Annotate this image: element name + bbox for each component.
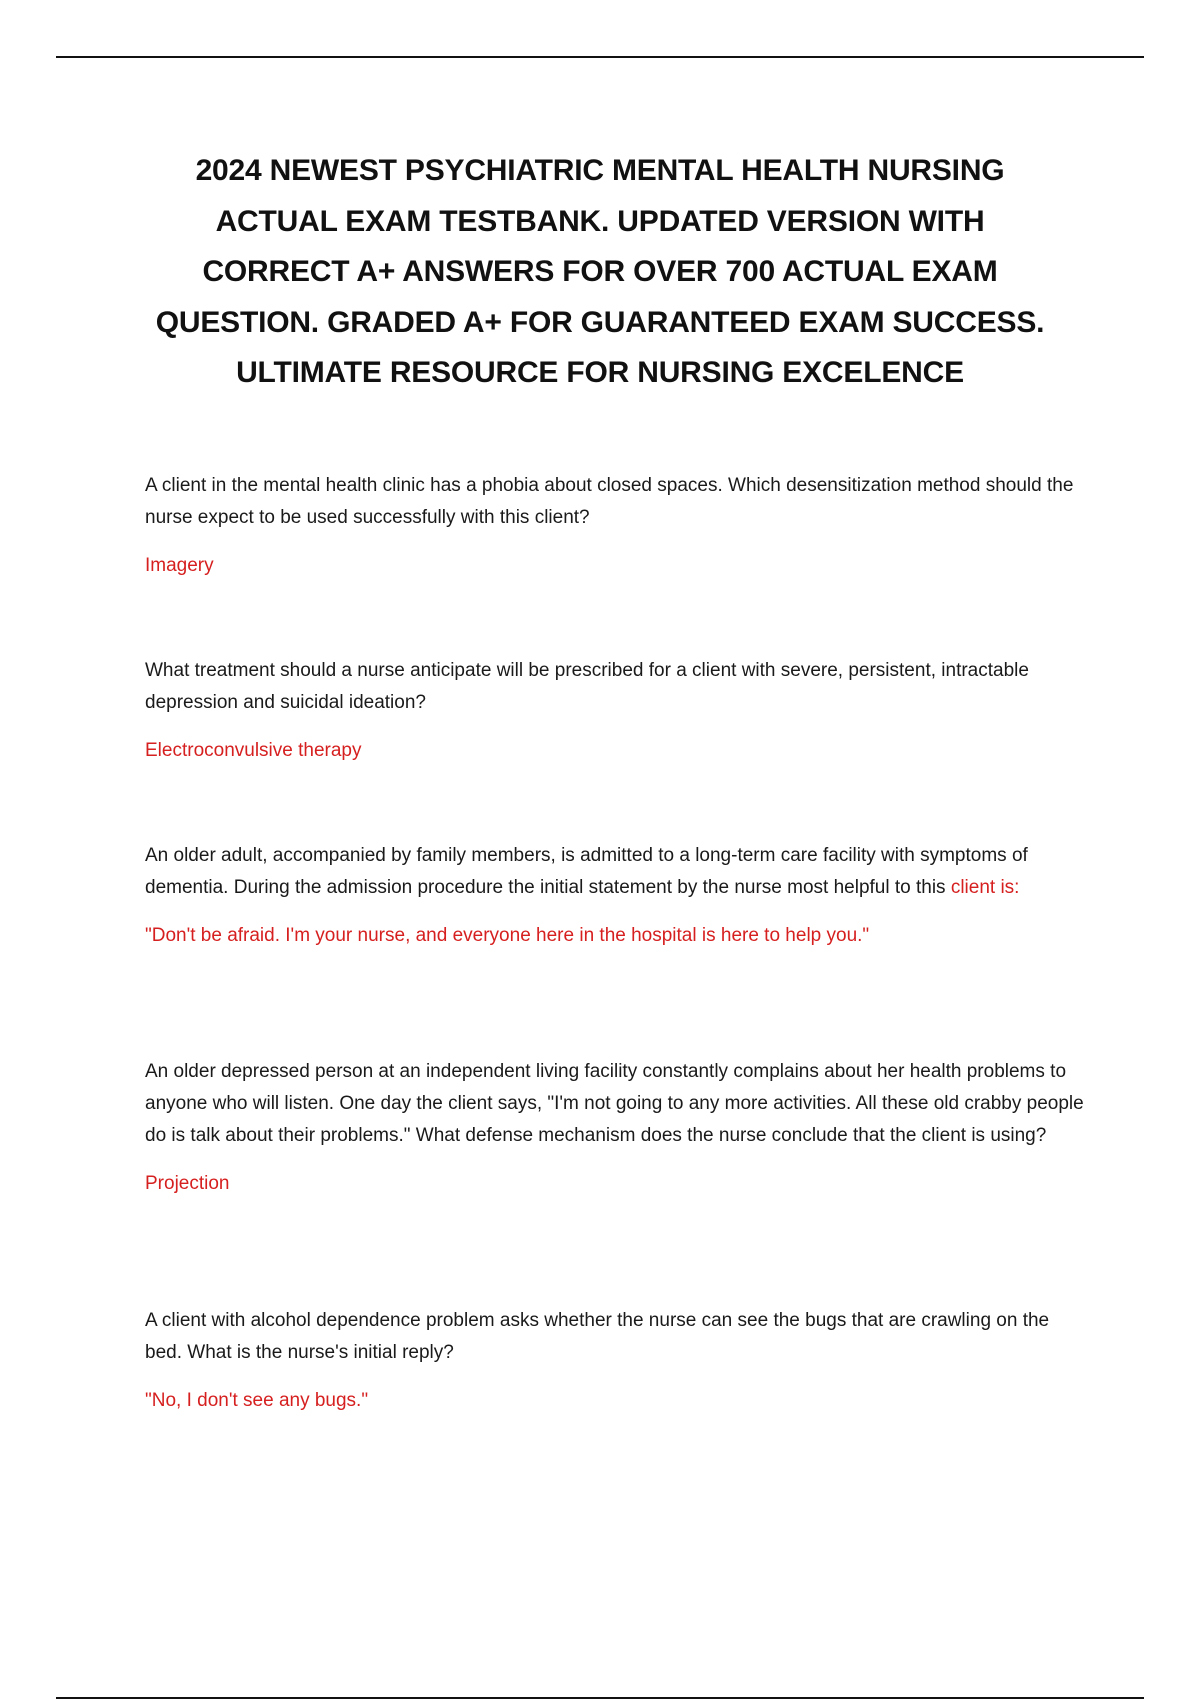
answer-5: "No, I don't see any bugs." [145, 1390, 369, 1411]
question-4: An older depressed person at an independent living facility constantly complains about her health problems to anyone who will listen. One day the client says, "I'm not going to any more activities. All these old crabby people do is talk about their problems." What defense mechanism does the nurse conclude that the client is using? [145, 1061, 1084, 1146]
answer-4: Projection [145, 1173, 230, 1194]
answer-2: Electroconvulsive therapy [145, 740, 362, 761]
answer-1: Imagery [145, 555, 214, 576]
top-rule [56, 56, 1144, 58]
qa-item-1 [145, 470, 1090, 580]
qa-item-5 [145, 1305, 1090, 1415]
question-3-tail: client is: [950, 877, 1020, 898]
question-3-text: An older adult, accompanied by family members, is admitted to a long-term care facility with symptoms of dementia. During the admission procedure the initial statement by the nurse most helpful to this [145, 845, 1028, 898]
bottom-rule [56, 1697, 1144, 1699]
qa-item-4 [145, 1056, 1090, 1198]
qa-item-2 [145, 655, 1090, 765]
qa-item-3 [145, 840, 1090, 950]
answer-3: "Don't be afraid. I'm your nurse, and everyone here in the hospital is here to help you." [145, 925, 870, 946]
document-title: 2024 NEWEST PSYCHIATRIC MENTAL HEALTH NURSING ACTUAL EXAM TESTBANK. UPDATED VERSION WITH CORRECT A+ ANSWERS FOR OVER 700 ACTUAL EXAM QUESTION. GRADED A+ FOR GUARANTEED EXAM SUCCESS. ULTIMATE RESOURCE FOR NURSING EXCELENCE [155, 154, 1045, 389]
question-1: A client in the mental health clinic has a phobia about closed spaces. Which desensitization method should the nurse expect to be used successfully with this client? [145, 475, 1074, 528]
question-2: What treatment should a nurse anticipate will be prescribed for a client with severe, persistent, intractable depression and suicidal ideation? [145, 660, 1029, 713]
question-5: A client with alcohol dependence problem asks whether the nurse can see the bugs that are crawling on the bed. What is the nurse's initial reply? [145, 1310, 1050, 1363]
question-3 [145, 840, 1090, 904]
